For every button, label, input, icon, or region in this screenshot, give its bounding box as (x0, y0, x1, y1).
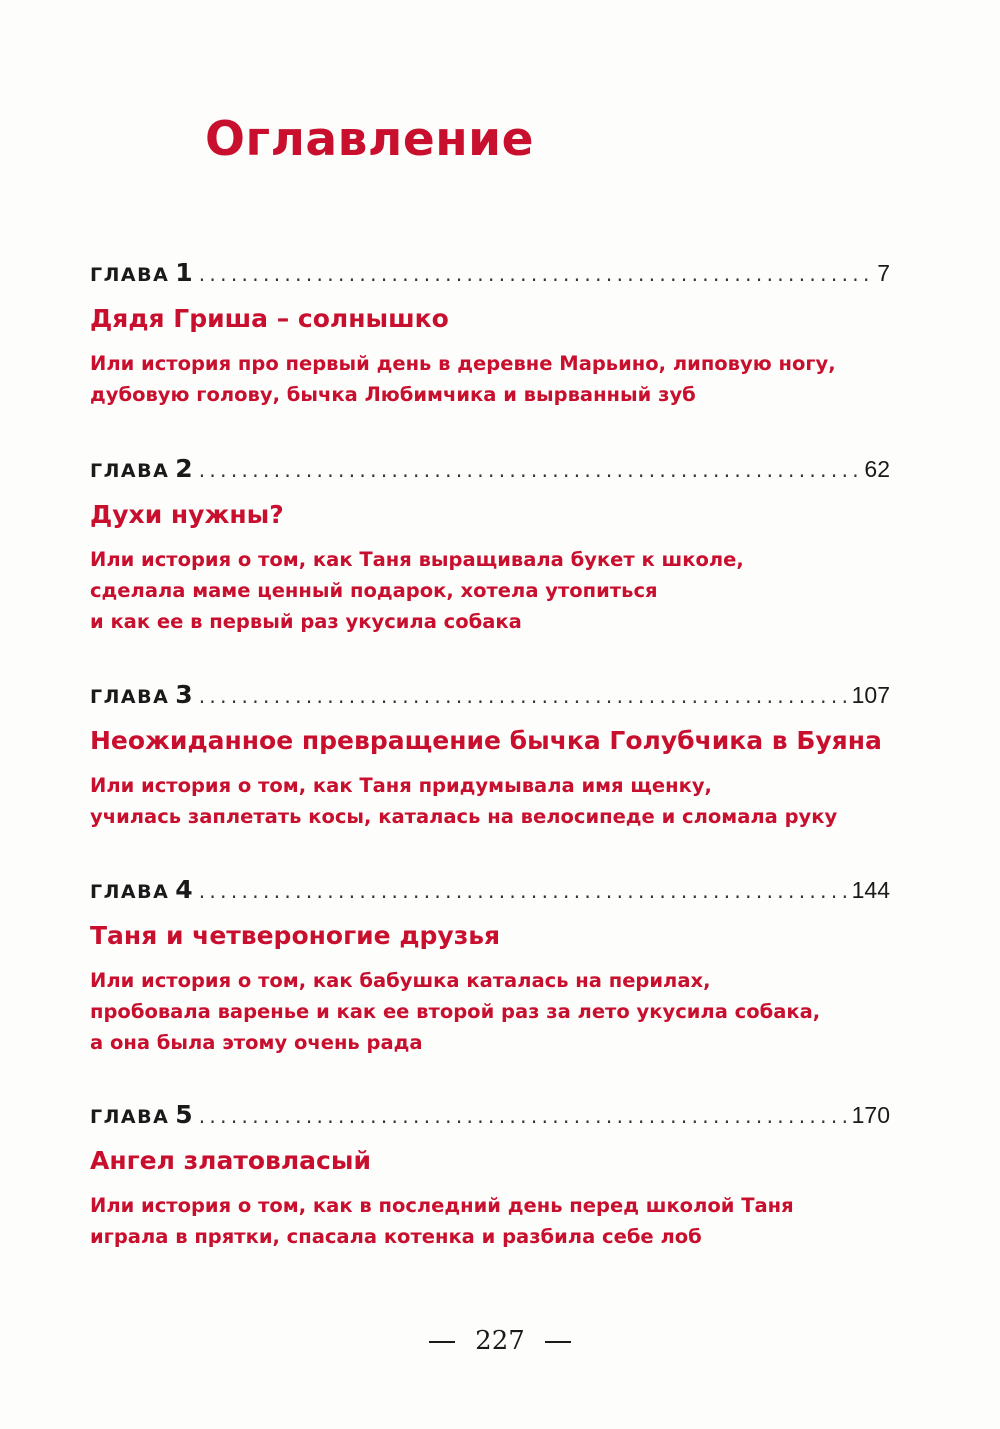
chapter-title: Дядя Гриша – солнышко (90, 304, 449, 333)
chapter-number: 3 (175, 680, 193, 709)
chapter-label: ГЛАВА (90, 686, 170, 708)
toc-entry-chapter-1 (90, 258, 890, 410)
folio-dash-right (545, 1341, 571, 1343)
chapter-label: ГЛАВА (90, 881, 170, 903)
description-line: Или история о том, как Таня выращивала букет к школе, (90, 548, 744, 571)
description-line: Или история о том, как Таня придумывала имя щенку, (90, 774, 712, 797)
toc-entry-chapter-5 (90, 1100, 890, 1252)
chapter-title: Духи нужны? (90, 500, 284, 529)
chapter-label: ГЛАВА (90, 264, 170, 286)
chapter-number: 5 (175, 1100, 193, 1129)
description-line: дубовую голову, бычка Любимчика и вырванный зуб (90, 383, 696, 406)
toc-entry-header (90, 258, 890, 292)
toc-entry-header (90, 454, 890, 488)
description-line: Или история о том, как бабушка каталась на перилах, (90, 969, 711, 992)
page-number: 144 (851, 877, 890, 903)
toc-entry-header (90, 680, 890, 714)
page-number: 62 (864, 456, 890, 482)
description-line: Или история о том, как в последний день перед школой Таня (90, 1194, 794, 1217)
description-line: играла в прятки, спасала котенка и разбила себе лоб (90, 1225, 702, 1248)
description-line: сделала маме ценный подарок, хотела утопиться (90, 579, 658, 602)
description-line: а она была этому очень рада (90, 1031, 423, 1054)
chapter-description (90, 770, 890, 832)
dot-leader (199, 879, 848, 903)
folio-dash-left (429, 1341, 455, 1343)
dot-leader (199, 262, 874, 286)
chapter-description (90, 544, 890, 637)
chapter-label: ГЛАВА (90, 1106, 170, 1128)
chapter-title: Ангел златовласый (90, 1146, 371, 1175)
chapter-number: 2 (175, 454, 193, 483)
dot-leader (199, 458, 861, 482)
page-number: 170 (851, 1102, 890, 1128)
dot-leader (199, 684, 848, 708)
description-line: пробовала варенье и как ее второй раз за лето укусила собака, (90, 1000, 821, 1023)
page-folio (0, 1326, 1000, 1356)
chapter-description (90, 1190, 890, 1252)
page-title: Оглавление (205, 112, 534, 167)
dot-leader (199, 1104, 848, 1128)
page-number: 7 (877, 260, 890, 286)
toc-entry-chapter-4 (90, 875, 890, 1058)
chapter-label: ГЛАВА (90, 460, 170, 482)
chapter-number: 1 (175, 258, 193, 287)
chapter-title: Таня и четвероногие друзья (90, 921, 501, 950)
description-line: и как ее в первый раз укусила собака (90, 610, 522, 633)
description-line: училась заплетать косы, каталась на велосипеде и сломала руку (90, 805, 838, 828)
toc-entry-chapter-3 (90, 680, 890, 832)
toc-entry-header (90, 875, 890, 909)
chapter-description (90, 965, 890, 1058)
description-line: Или история про первый день в деревне Марьино, липовую ногу, (90, 352, 836, 375)
chapter-title: Неожиданное превращение бычка Голубчика в Буяна (90, 726, 882, 755)
page-number: 107 (851, 682, 890, 708)
toc-entry-header (90, 1100, 890, 1134)
chapter-number: 4 (175, 875, 193, 904)
toc-entry-chapter-2 (90, 454, 890, 637)
chapter-description (90, 348, 890, 410)
folio-number: 227 (475, 1326, 525, 1356)
